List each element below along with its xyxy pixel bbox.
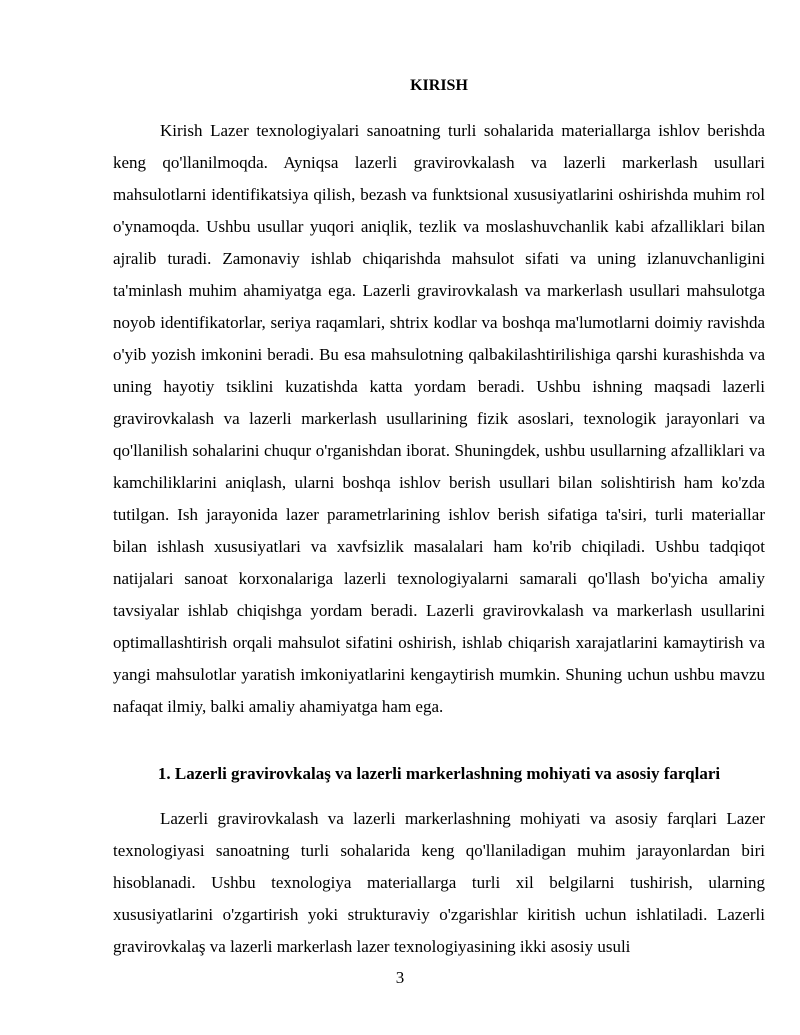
section-heading: 1. Lazerli gravirovkalaş va lazerli markerlashning mohiyati va asosiy farqlari [157,764,721,783]
section-paragraph: Lazerli gravirovkalash va lazerli markerlashning mohiyati va asosiy farqlari Lazer texnologiyasi sanoatning turli sohalarida keng qo'llaniladigan muhim jarayonlardan biri hisoblanadi. Ushbu texnologiya materiallarga turli xil belgilarni tushirish, ularning xususiyatlarini o'zgartirish yoki strukturaviy o'zgarishlar kiritish uchun ishlatiladi. Lazerli gravirovkalaş va lazerli markerlash lazer texnologiyasining ikki asosiy usuli [113,809,765,956]
page-number: 3 [395,968,405,987]
page-title: KIRISH [410,77,468,94]
intro-paragraph: Kirish Lazer texnologiyalari sanoatning turli sohalarida materiallarga ishlov berishda keng qo'llanilmoqda. Ayniqsa lazerli gravirovkalash va lazerli markerlash usullari mahsulotlarni identifikatsiya qilish, bezash va funktsional xususiyatlarini oshirishda muhim rol o'ynamoqda. Ushbu usullar yuqori aniqlik, tezlik va moslashuvchanlik kabi afzalliklari bilan ajralib turadi. Zamonaviy ishlab chiqarishda mahsulot sifati va uning izlanuvchanligini ta'minlash muhim ahamiyatga ega. Lazerli gravirovkalash va markerlash usullari mahsulotga noyob identifikatorlar, seriya raqamlari, shtrix kodlar va boshqa ma'lumotlarni doimiy ravishda o'yib yozish imkonini beradi. Bu esa mahsulotning qalbakilashtirilishiga qarshi kurashishda va uning hayotiy tsiklini kuzatishda katta yordam beradi. Ushbu ishning maqsadi lazerli gravirovkalash va lazerli markerlash usullarining fizik asoslari, texnologik jarayonlari va qo'llanilish sohalarini chuqur o'rganishdan iborat. Shuningdek, ushbu usullarning afzalliklari va kamchiliklarini aniqlash, ularni boshqa ishlov berish usullari bilan solishtirish ham ko'zda tutilgan. Ish jarayonida lazer parametrlarining ishlov berish sifatiga ta'siri, turli materiallar bilan ishlash xususiyatlari va xavfsizlik masalalari ham ko'rib chiqiladi. Ushbu tadqiqot natijalari sanoat korxonalariga lazerli texnologiyalarni samarali qo'llash bo'yicha amaliy tavsiyalar ishlab chiqishga yordam beradi. Lazerli gravirovkalash va markerlash usullarini optimallashtirish orqali mahsulot sifatini oshirish, ishlab chiqarish xarajatlarini kamaytirish va yangi mahsulotlar yaratish imkoniyatlarini kengaytirish mumkin. Shuning uchun ushbu mavzu nafaqat ilmiy, balki amaliy ahamiyatga ham ega. [113,121,765,716]
